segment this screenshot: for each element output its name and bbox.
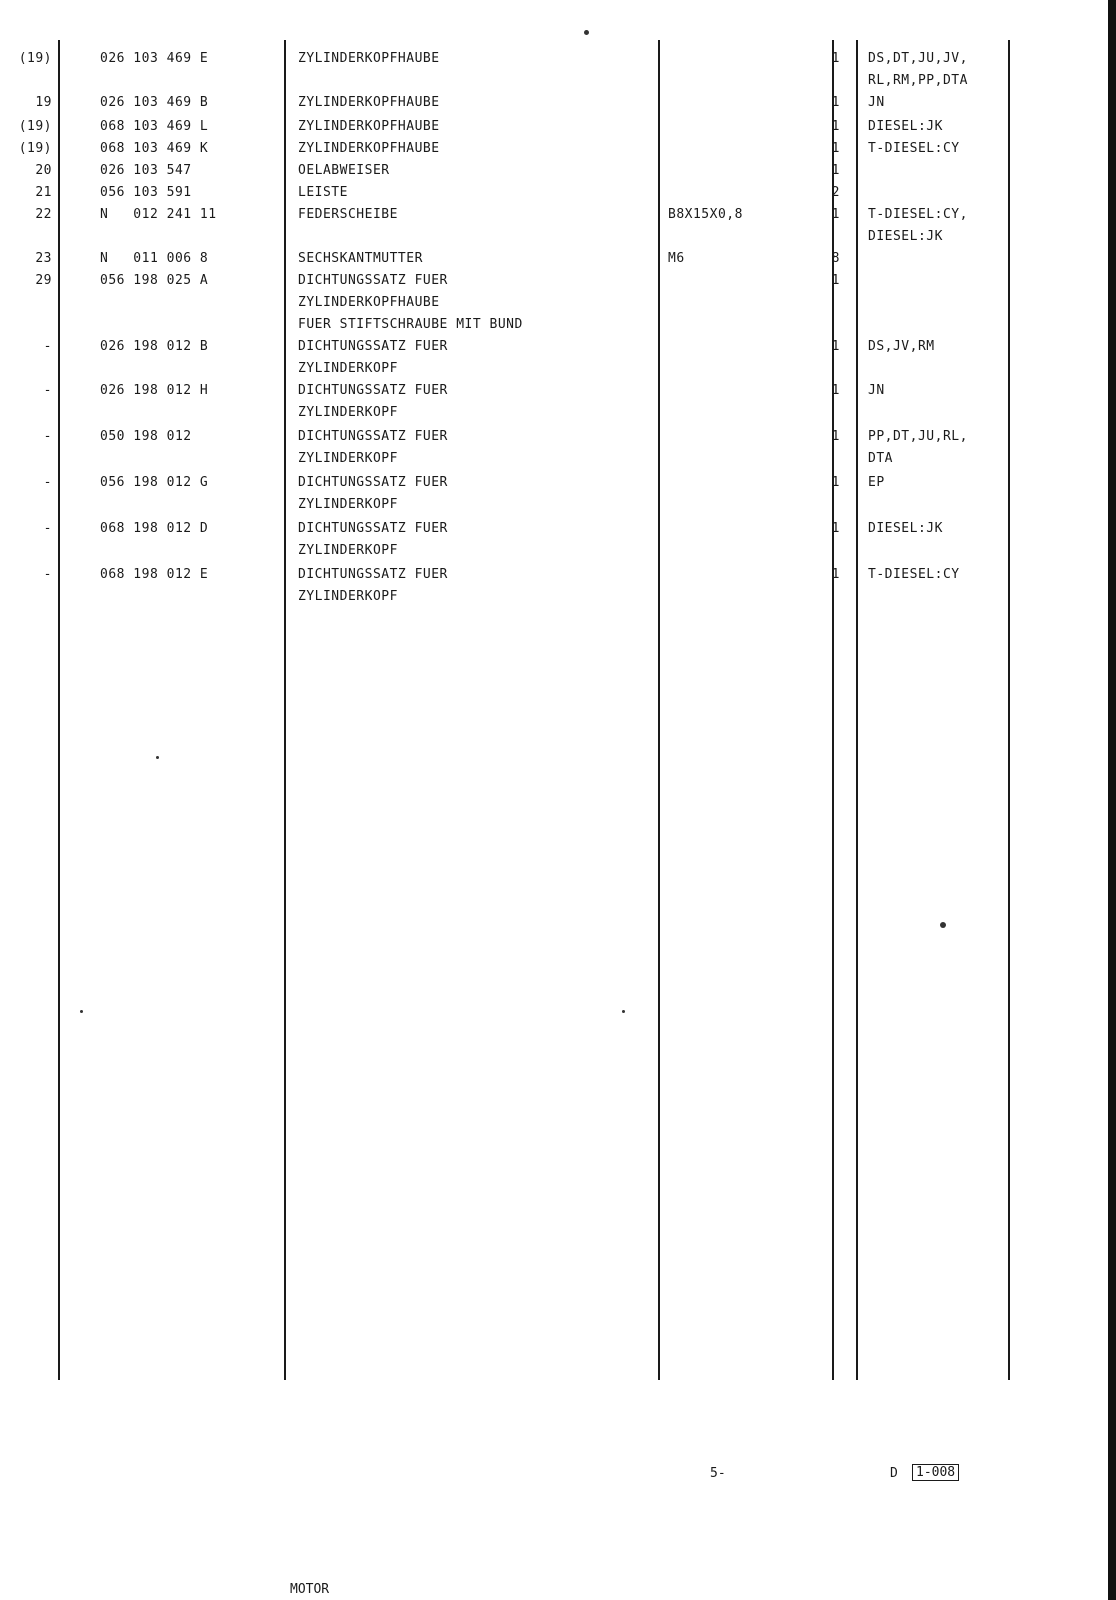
part-description: SECHSKANTMUTTER bbox=[298, 251, 423, 266]
section-number: 1-008 bbox=[912, 1464, 959, 1481]
position-number: (19) bbox=[18, 51, 52, 66]
quantity: 1 bbox=[831, 383, 840, 398]
part-description: DICHTUNGSSATZ FUER ZYLINDERKOPFHAUBE FUER STIFTSCHRAUBE MIT BUND bbox=[298, 273, 523, 332]
quantity: 1 bbox=[831, 339, 840, 354]
part-number: 050 198 012 bbox=[100, 429, 192, 444]
scan-speck bbox=[940, 922, 946, 928]
position-number: (19) bbox=[18, 141, 52, 156]
page-number: 5- bbox=[710, 1466, 726, 1481]
model-codes: DS,DT,JU,JV, RL,RM,PP,DTA bbox=[868, 51, 968, 88]
part-description: FEDERSCHEIBE bbox=[298, 207, 398, 222]
part-description: DICHTUNGSSATZ FUER ZYLINDERKOPF bbox=[298, 339, 448, 376]
model-codes: JN bbox=[868, 383, 885, 398]
part-number: 026 103 469 B bbox=[100, 95, 209, 110]
quantity: 1 bbox=[831, 273, 840, 288]
quantity: 1 bbox=[831, 521, 840, 536]
quantity: 1 bbox=[831, 207, 840, 222]
position-number: - bbox=[43, 521, 52, 536]
part-description: ZYLINDERKOPFHAUBE bbox=[298, 119, 440, 134]
position-number: 21 bbox=[35, 185, 52, 200]
model-codes: DS,JV,RM bbox=[868, 339, 935, 354]
part-number: 056 198 012 G bbox=[100, 475, 209, 490]
part-number: 056 103 591 bbox=[100, 185, 192, 200]
part-description: LEISTE bbox=[298, 185, 348, 200]
table-row bbox=[0, 380, 1116, 424]
position-number: - bbox=[43, 567, 52, 582]
part-number: 068 103 469 L bbox=[100, 119, 209, 134]
part-description: OELABWEISER bbox=[298, 163, 390, 178]
part-description: DICHTUNGSSATZ FUER ZYLINDERKOPF bbox=[298, 429, 448, 466]
quantity: 8 bbox=[831, 251, 840, 266]
scan-speck bbox=[584, 30, 589, 35]
position-number: - bbox=[43, 475, 52, 490]
part-number: 026 103 469 E bbox=[100, 51, 209, 66]
part-description: DICHTUNGSSATZ FUER ZYLINDERKOPF bbox=[298, 567, 448, 604]
part-number: 026 198 012 B bbox=[100, 339, 209, 354]
scan-speck bbox=[156, 756, 159, 759]
table-row bbox=[0, 426, 1116, 470]
part-description: ZYLINDERKOPFHAUBE bbox=[298, 141, 440, 156]
model-codes: PP,DT,JU,RL, DTA bbox=[868, 429, 968, 466]
scan-speck bbox=[80, 1010, 83, 1013]
part-remark: B8X15X0,8 bbox=[668, 207, 743, 222]
quantity: 1 bbox=[831, 141, 840, 156]
quantity: 1 bbox=[831, 429, 840, 444]
quantity: 1 bbox=[831, 51, 840, 66]
part-description: ZYLINDERKOPFHAUBE bbox=[298, 95, 440, 110]
model-codes: DIESEL:JK bbox=[868, 521, 943, 536]
position-number: (19) bbox=[18, 119, 52, 134]
model-codes: T-DIESEL:CY, DIESEL:JK bbox=[868, 207, 968, 244]
part-number: 068 103 469 K bbox=[100, 141, 209, 156]
position-number: - bbox=[43, 339, 52, 354]
part-number: N 011 006 8 bbox=[100, 251, 209, 266]
position-number: 29 bbox=[35, 273, 52, 288]
quantity: 1 bbox=[831, 95, 840, 110]
quantity: 1 bbox=[831, 163, 840, 178]
part-description: DICHTUNGSSATZ FUER ZYLINDERKOPF bbox=[298, 521, 448, 558]
position-number: 20 bbox=[35, 163, 52, 178]
part-number: N 012 241 11 bbox=[100, 207, 217, 222]
table-row bbox=[0, 564, 1116, 608]
quantity: 1 bbox=[831, 567, 840, 582]
part-number: 068 198 012 D bbox=[100, 521, 209, 536]
quantity: 2 bbox=[831, 185, 840, 200]
position-number: - bbox=[43, 383, 52, 398]
table-row bbox=[0, 48, 1116, 92]
table-row bbox=[0, 336, 1116, 380]
quantity: 1 bbox=[831, 475, 840, 490]
part-number: 056 198 025 A bbox=[100, 273, 209, 288]
model-codes: T-DIESEL:CY bbox=[868, 567, 960, 582]
position-number: 19 bbox=[35, 95, 52, 110]
scan-speck bbox=[622, 1010, 625, 1013]
part-description: ZYLINDERKOPFHAUBE bbox=[298, 51, 440, 66]
position-number: - bbox=[43, 429, 52, 444]
part-number: 026 103 547 bbox=[100, 163, 192, 178]
table-row bbox=[0, 204, 1116, 248]
table-row bbox=[0, 472, 1116, 516]
model-codes: EP bbox=[868, 475, 885, 490]
part-description: DICHTUNGSSATZ FUER ZYLINDERKOPF bbox=[298, 475, 448, 512]
model-codes: DIESEL:JK bbox=[868, 119, 943, 134]
part-number: 026 198 012 H bbox=[100, 383, 209, 398]
position-number: 22 bbox=[35, 207, 52, 222]
model-codes: JN bbox=[868, 95, 885, 110]
part-description: DICHTUNGSSATZ FUER ZYLINDERKOPF bbox=[298, 383, 448, 420]
quantity: 1 bbox=[831, 119, 840, 134]
table-row bbox=[0, 270, 1116, 332]
section-label: MOTOR bbox=[290, 1582, 330, 1597]
footer-d-label: D bbox=[890, 1466, 898, 1481]
position-number: 23 bbox=[35, 251, 52, 266]
table-row bbox=[0, 518, 1116, 562]
part-remark: M6 bbox=[668, 251, 685, 266]
model-codes: T-DIESEL:CY bbox=[868, 141, 960, 156]
part-number: 068 198 012 E bbox=[100, 567, 209, 582]
